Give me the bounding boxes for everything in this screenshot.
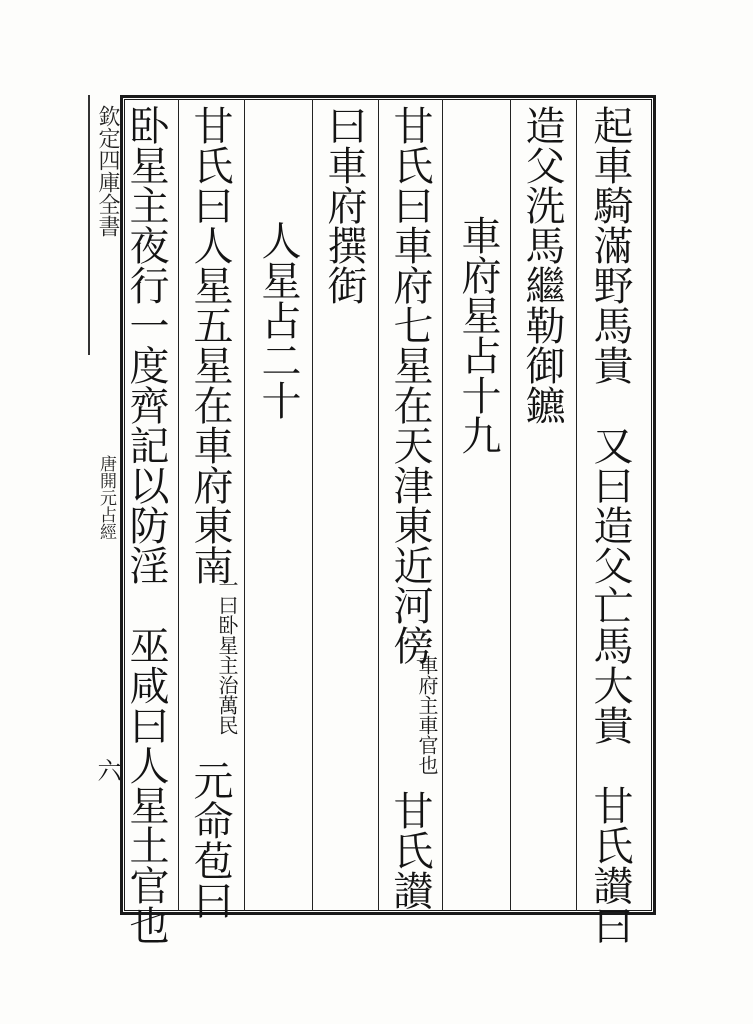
column-rule (244, 99, 245, 911)
text-column-2: 造父洗馬繼勒御鑣 (519, 105, 565, 425)
text-column-4: 甘氏曰車府七星在天津東近河傍 (387, 105, 433, 665)
margin-book-title: 唐開元占經 (96, 455, 116, 540)
column-rule (442, 99, 443, 911)
text-column-7-tail: 元命苞曰 (187, 760, 233, 920)
text-column-3-heading: 車府星占十九 (455, 215, 501, 455)
page-number: 六 (93, 758, 121, 782)
column-rule (178, 99, 179, 911)
annotation-column-7: 一曰卧星主治萬民 (215, 575, 239, 735)
column-rule (378, 99, 379, 911)
text-column-7: 甘氏曰人星五星在車府東南 (187, 105, 233, 585)
column-rule (510, 99, 511, 911)
text-column-5: 曰車府撰衘 (321, 105, 367, 305)
column-rule (576, 99, 577, 911)
column-rule (312, 99, 313, 911)
text-column-8: 卧星主夜行一度齊記以防淫 巫咸曰人星土官也 (123, 105, 169, 945)
text-column-4-tail: 甘氏讃 (387, 790, 433, 910)
margin-top-title: 欽定四庫全書 (95, 105, 120, 237)
text-column-6-heading: 人星占二十 (255, 220, 301, 420)
text-column-1: 起車騎滿野馬貴 又曰造父亡馬大貴 甘氏讃曰 (587, 105, 633, 945)
annotation-column-4: 車府主車官也 (415, 655, 439, 775)
